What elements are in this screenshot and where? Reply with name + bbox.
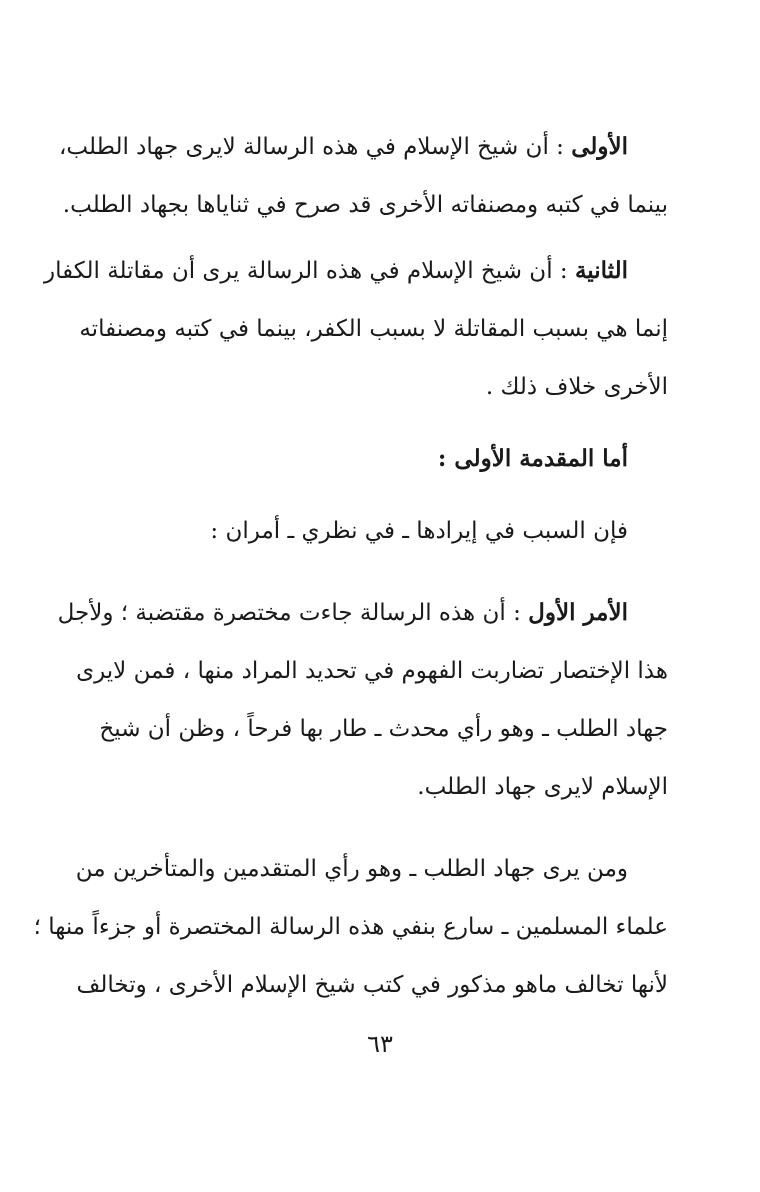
page-number: ٦٣ [367,1030,393,1058]
text-line [57,584,668,642]
paragraph-first-point [58,118,668,234]
paragraph-opposing-view [33,840,668,1014]
paragraph-lead: الأمر الأول [528,599,628,626]
text-line: لأنها تخالف ماهو مذكور في كتب شيخ الإسلام الأخرى ، وتخالف [76,972,668,998]
line-text: : أن شيخ الإسلام في هذه الرسالة لايرى جهاد الطلب، [58,134,572,160]
paragraph-reason-intro [72,502,668,560]
paragraph-lead: الثانية [574,257,628,284]
line-text: : أن هذه الرسالة جاءت مختصرة مقتضبة ؛ ولأجل [57,600,529,626]
section-heading-first-introduction [72,430,668,488]
line-text: : أن شيخ الإسلام في هذه الرسالة يرى أن مقاتلة الكفار [44,258,575,284]
text-line: الإسلام لايرى جهاد الطلب. [417,774,668,800]
text-line [58,118,668,176]
text-line: جهاد الطلب ـ وهو رأي محدث ـ طار بها فرحاً ، وظن أن شيخ [99,716,668,742]
paragraph-second-point [44,242,668,416]
text-line: بينما في كتبه ومصنفاته الأخرى قد صرح في ثناياها بجهاد الطلب. [62,192,668,218]
text-line: إنما هي بسبب المقاتلة لا بسبب الكفر، بينما في كتبه ومصنفاته [79,316,668,342]
text-line: الأخرى خلاف ذلك . [485,374,668,400]
text-line [44,242,668,300]
paragraph-first-matter [57,584,668,816]
text-line: علماء المسلمين ـ سارع بنفي هذه الرسالة المختصرة أو جزءاً منها ؛ [33,914,668,940]
section-heading: أما المقدمة الأولى : [437,445,628,472]
paragraph-lead: الأولى [571,133,628,160]
text-line: ومن يرى جهاد الطلب ـ وهو رأي المتقدمين والمتأخرين من [75,856,628,882]
text-line: فإن السبب في إيرادها ـ في نظري ـ أمران : [210,518,628,544]
page-body [33,118,668,1014]
text-line: هذا الإختصار تضاربت الفهوم في تحديد المراد منها ، فمن لايرى [76,658,668,684]
